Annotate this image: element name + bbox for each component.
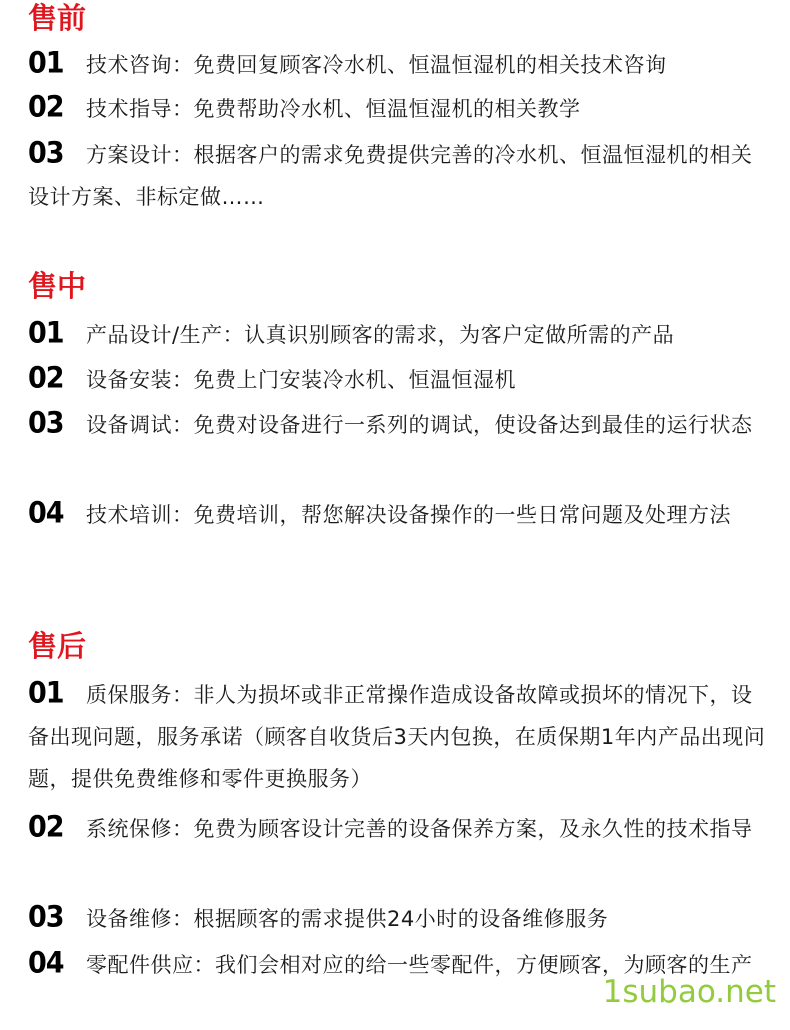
section-title-insale: 售中 (28, 269, 87, 303)
item-number: 03 (28, 406, 64, 441)
list-item (28, 313, 768, 356)
item-number: 02 (28, 90, 64, 125)
item-text: 技术培训：免费培训，帮您解决设备操作的一些日常问题及处理方法 (86, 503, 731, 527)
item-number: 03 (28, 900, 64, 935)
item-number: 01 (28, 316, 64, 351)
item-text: 方案设计：根据客户的需求免费提供完善的冷水机、恒温恒湿机的相关设计方案、非标定做…… (28, 143, 753, 209)
item-text: 质保服务：非人为损坏或非正常操作造成设备故障或损坏的情况下，设备出现问题，服务承诺（顾客自收货后3天内包换，在质保期1年内产品出现问题，提供免费维修和零件更换服务） (28, 683, 766, 791)
list-item (28, 493, 768, 536)
list-item (28, 358, 768, 401)
watermark: 1subao.net (602, 974, 776, 1010)
item-text: 设备安装：免费上门安装冷水机、恒温恒湿机 (86, 368, 516, 392)
item-text: 设备维修：根据顾客的需求提供24小时的设备维修服务 (86, 907, 609, 931)
list-item (28, 133, 768, 218)
item-number: 02 (28, 361, 64, 396)
item-number: 02 (28, 810, 64, 845)
item-number: 01 (28, 46, 64, 81)
list-item (28, 897, 768, 940)
item-text: 零配件供应：我们会相对应的给一些零配件，方便顾客，为顾客的生产 (86, 953, 753, 977)
list-item (28, 807, 768, 850)
item-text: 技术指导：免费帮助冷水机、恒温恒湿机的相关教学 (86, 97, 581, 121)
item-number: 01 (28, 676, 64, 711)
list-item (28, 403, 768, 446)
list-item (28, 43, 768, 86)
list-item (28, 87, 768, 130)
item-number: 04 (28, 496, 64, 531)
item-text: 产品设计/生产：认真识别顾客的需求，为客户定做所需的产品 (86, 323, 675, 347)
item-text: 技术咨询：免费回复顾客冷水机、恒温恒湿机的相关技术咨询 (86, 53, 667, 77)
item-number: 03 (28, 136, 64, 171)
list-item (28, 673, 768, 800)
item-number: 04 (28, 946, 64, 981)
item-text: 设备调试：免费对设备进行一系列的调试，使设备达到最佳的运行状态 (86, 413, 753, 437)
section-title-presale: 售前 (28, 1, 87, 35)
section-title-aftersale: 售后 (28, 629, 87, 663)
item-text: 系统保修：免费为顾客设计完善的设备保养方案，及永久性的技术指导 (86, 817, 753, 841)
